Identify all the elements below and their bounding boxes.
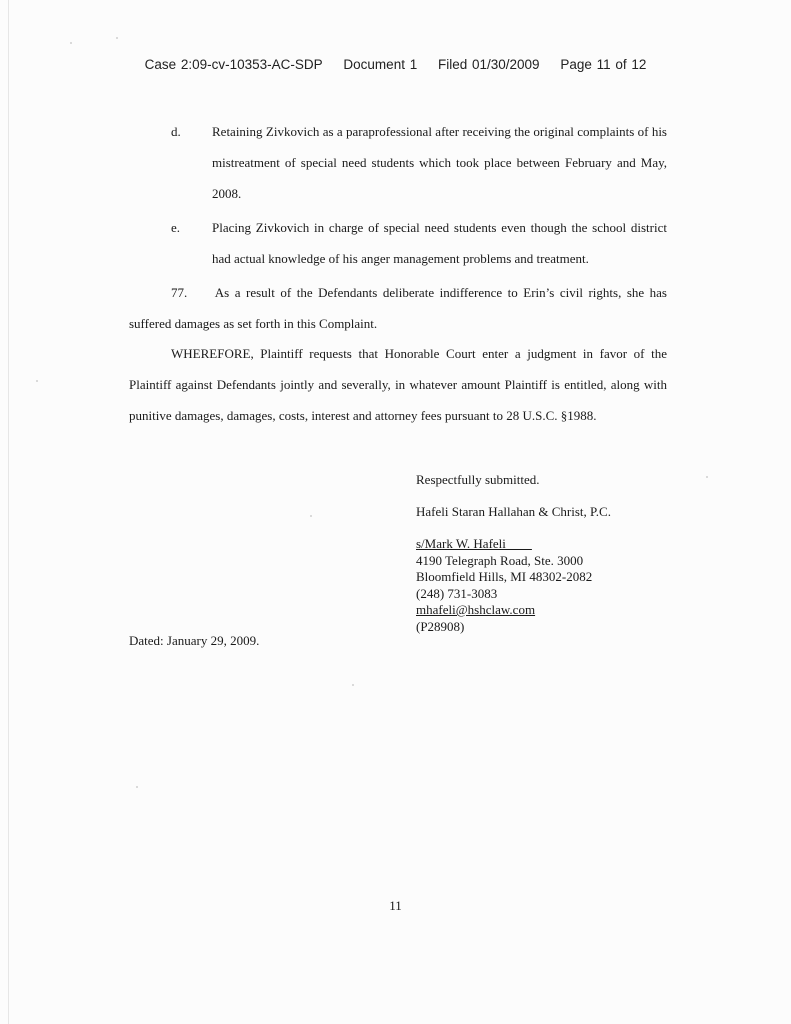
scan-speck (36, 380, 38, 382)
signature-line: s/Mark W. Hafeli (416, 536, 532, 551)
case-header (0, 57, 791, 72)
closing-line: Respectfully submitted. (416, 472, 540, 487)
list-item-text: Retaining Zivkovich as a paraprofessional after receiving the original complaints of his mistreatment of special need students which took place between February and May, 2008. (212, 124, 667, 201)
page-number: 11 (389, 898, 402, 913)
address-line-2: Bloomfield Hills, MI 48302-2082 (416, 569, 593, 584)
document-number: Document 1 (343, 57, 418, 72)
firm-name: Hafeli Staran Hallahan & Christ, P.C. (416, 503, 611, 519)
scan-speck (116, 37, 118, 39)
page-indicator: Page 11 of 12 (560, 57, 647, 72)
dated-line: Dated: January 29, 2009. (129, 633, 260, 648)
email-link[interactable]: mhafeli@hshclaw.com (416, 602, 536, 617)
case-number: Case 2:09-cv-10353-AC-SDP (144, 57, 323, 72)
phone-number: (248) 731-3083 (416, 585, 498, 601)
address-line-1: 4190 Telegraph Road, Ste. 3000 (416, 552, 584, 568)
list-item-label: d. (171, 124, 181, 139)
signature-block (416, 472, 611, 635)
scan-speck (352, 684, 354, 686)
scan-speck (70, 42, 72, 44)
list-item-text: Placing Zivkovich in charge of special need students even though the school district had actual knowledge of his anger management problems and treatment. (212, 220, 667, 266)
filed-date: Filed 01/30/2009 (437, 57, 540, 72)
wherefore-paragraph: WHEREFORE, Plaintiff requests that Honorable Court enter a judgment in favor of the Plaintiff against Defendants jointly and severally, in whatever amount Plaintiff is entitled, along with punitive damages, damages, costs, interest and attorney fees pursuant to 28 U.S.C. §1988. (129, 346, 667, 423)
page-edge-line (8, 0, 9, 1024)
scan-speck (136, 786, 138, 788)
paragraph-77: 77. As a result of the Defendants deliberate indifference to Erin’s civil rights, she has suffered damages as set forth in this Complaint. (129, 285, 667, 331)
scan-speck (310, 515, 312, 517)
list-item-label: e. (171, 220, 181, 235)
scan-speck (706, 476, 708, 478)
bar-number: (P28908) (416, 618, 465, 634)
